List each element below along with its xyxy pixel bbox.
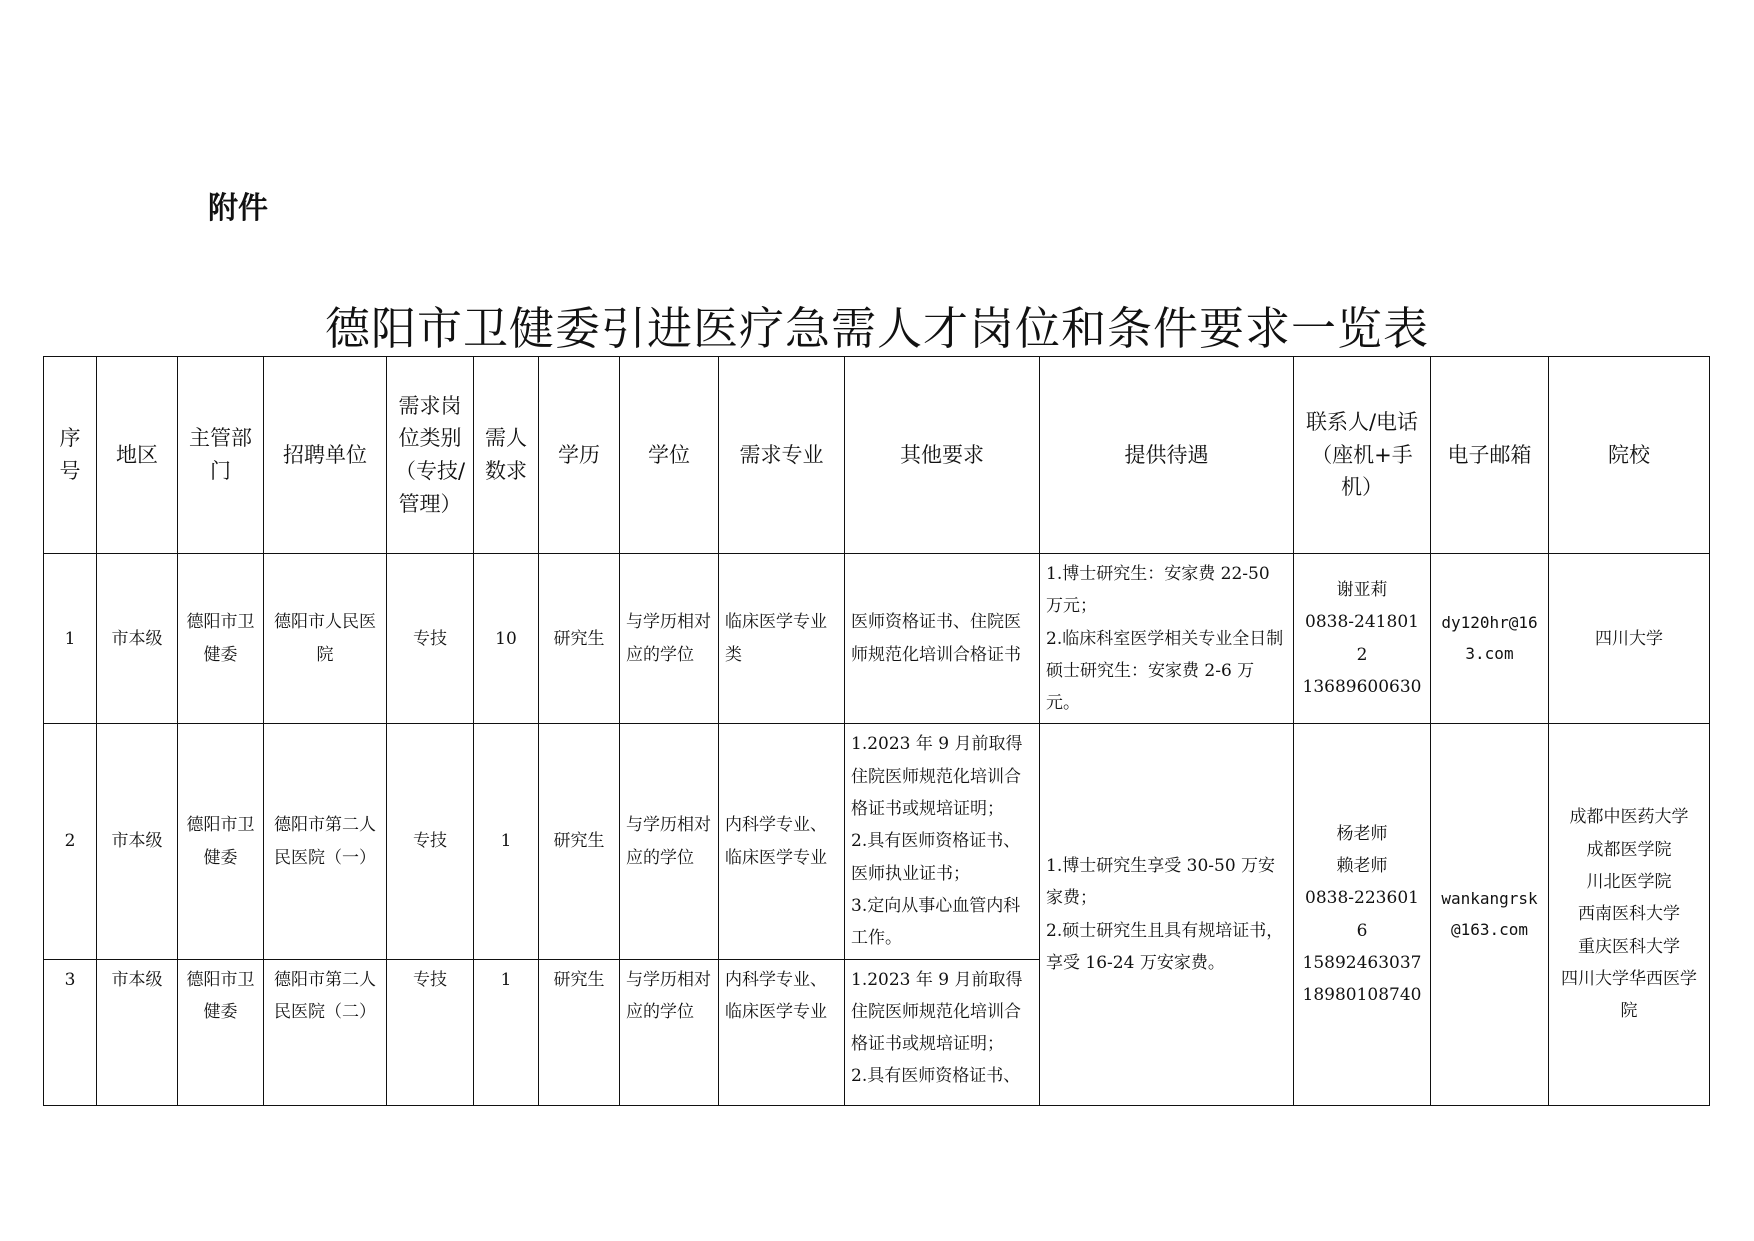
row-dept: 德阳市卫健委 xyxy=(178,724,264,959)
table-header-row xyxy=(44,357,1710,554)
header-benefits: 提供待遇 xyxy=(1040,357,1294,554)
contact-phone: 0838-2236016 xyxy=(1305,888,1419,941)
contact-name: 杨老师 xyxy=(1336,823,1388,844)
header-email: 电子邮箱 xyxy=(1431,357,1549,554)
row-schools xyxy=(1549,554,1710,724)
requirement-line: 1.2023 年 9 月前取得住院医师规范化培训合格证书或规培证明； xyxy=(851,734,1023,820)
shared-benefits xyxy=(1040,724,1294,1105)
attachment-label: 附件 xyxy=(208,191,268,226)
row-major: 内科学专业、临床医学专业 xyxy=(719,959,845,1105)
benefit-line: 2.硕士研究生且具有规培证书，享受 16-24 万安家费。 xyxy=(1046,920,1284,973)
row-dept: 德阳市卫健委 xyxy=(178,959,264,1105)
positions-table xyxy=(43,356,1710,1106)
row-education: 研究生 xyxy=(539,554,620,724)
school-name: 川北医学院 xyxy=(1586,872,1672,893)
row-email: dy120hr@163.com xyxy=(1431,554,1549,724)
row-dept: 德阳市卫健委 xyxy=(178,554,264,724)
contact-name: 谢亚莉 xyxy=(1336,580,1388,601)
header-other: 其他要求 xyxy=(845,357,1040,554)
contact-mobile: 18980108740 xyxy=(1302,985,1422,1006)
row-other xyxy=(845,959,1040,1105)
row-count: 1 xyxy=(474,724,539,959)
header-major: 需求专业 xyxy=(719,357,845,554)
header-seq: 序号 xyxy=(44,357,97,554)
contact-mobile: 13689600630 xyxy=(1302,677,1422,698)
table-row xyxy=(44,724,1710,959)
row-education: 研究生 xyxy=(539,724,620,959)
row-contact xyxy=(1294,554,1431,724)
contact-name: 赖老师 xyxy=(1336,855,1388,876)
school-name: 西南医科大学 xyxy=(1578,904,1680,925)
benefit-line: 1.博士研究生享受 30-50 万安家费； xyxy=(1046,855,1276,909)
row-unit: 德阳市第二人民医院（一） xyxy=(264,724,387,959)
school-name: 成都中医药大学 xyxy=(1569,807,1689,828)
row-major: 临床医学专业类 xyxy=(719,554,845,724)
school-name: 四川大学 xyxy=(1595,628,1663,649)
row-category: 专技 xyxy=(387,554,474,724)
contact-phone: 0838-2418012 xyxy=(1305,612,1419,665)
row-seq: 1 xyxy=(44,554,97,724)
school-name: 四川大学华西医学院 xyxy=(1561,968,1697,1022)
row-unit: 德阳市人民医院 xyxy=(264,554,387,724)
row-unit: 德阳市第二人民医院（二） xyxy=(264,959,387,1105)
header-dept: 主管部门 xyxy=(178,357,264,554)
row-degree: 与学历相对应的学位 xyxy=(620,554,719,724)
row-category: 专技 xyxy=(387,724,474,959)
row-region: 市本级 xyxy=(97,724,178,959)
benefit-line: 2.临床科室医学相关专业全日制硕士研究生：安家费 2-6 万元。 xyxy=(1046,628,1284,714)
row-seq: 3 xyxy=(44,959,97,1105)
header-category: 需求岗位类别（专技/管理） xyxy=(387,357,474,554)
row-other xyxy=(845,724,1040,959)
row-count: 1 xyxy=(474,959,539,1105)
requirement-line: 3.定向从事心血管内科工作。 xyxy=(851,895,1021,949)
row-degree: 与学历相对应的学位 xyxy=(620,959,719,1105)
shared-schools xyxy=(1549,724,1710,1105)
header-region: 地区 xyxy=(97,357,178,554)
header-unit: 招聘单位 xyxy=(264,357,387,554)
header-education: 学历 xyxy=(539,357,620,554)
row-count: 10 xyxy=(474,554,539,724)
table-row xyxy=(44,554,1710,724)
row-region: 市本级 xyxy=(97,959,178,1105)
header-contact: 联系人/电话 （座机+手机） xyxy=(1294,357,1431,554)
row-region: 市本级 xyxy=(97,554,178,724)
contact-mobile: 15892463037 xyxy=(1302,952,1422,973)
row-benefits xyxy=(1040,554,1294,724)
requirement-line: 2.具有医师资格证书、 xyxy=(851,1066,1021,1087)
requirement-line: 2.具有医师资格证书、医师执业证书； xyxy=(851,831,1021,884)
row-education: 研究生 xyxy=(539,959,620,1105)
header-degree: 学位 xyxy=(620,357,719,554)
school-name: 重庆医科大学 xyxy=(1578,936,1680,957)
row-other: 医师资格证书、住院医师规范化培训合格证书 xyxy=(845,554,1040,724)
shared-email: wankangrsk@163.com xyxy=(1431,724,1549,1105)
shared-contact xyxy=(1294,724,1431,1105)
header-count: 需人数求 xyxy=(474,357,539,554)
row-category: 专技 xyxy=(387,959,474,1105)
header-schools: 院校 xyxy=(1549,357,1710,554)
requirement-line: 1.2023 年 9 月前取得住院医师规范化培训合格证书或规培证明； xyxy=(851,969,1023,1055)
page-title: 德阳市卫健委引进医疗急需人才岗位和条件要求一览表 xyxy=(324,302,1429,355)
row-degree: 与学历相对应的学位 xyxy=(620,724,719,959)
school-name: 成都医学院 xyxy=(1586,839,1672,860)
row-major: 内科学专业、临床医学专业 xyxy=(719,724,845,959)
benefit-line: 1.博士研究生：安家费 22-50 万元； xyxy=(1046,564,1270,617)
row-seq: 2 xyxy=(44,724,97,959)
